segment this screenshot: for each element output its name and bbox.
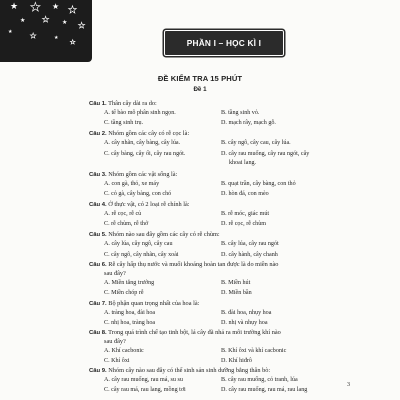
star-outline-icon: ★: [42, 15, 50, 24]
question-text: Trong quá trình chế tạo tinh bột, lá cây đã nhả ra môi trường khí nào: [106, 329, 281, 336]
answer-option: B. rễ móc, giác mút: [221, 211, 270, 217]
answer-option: C. Miền chóp rễ: [104, 290, 144, 296]
question-label: Câu 2.: [89, 131, 107, 137]
answer-option: D. hòn đá, con mèo: [221, 191, 269, 197]
answer-option: C. cây rau má, rau lang, mồng tơi: [104, 387, 186, 393]
question-label: Câu 6.: [89, 262, 107, 268]
question-5: [89, 231, 220, 239]
star-outline-icon: ★: [70, 39, 76, 46]
answer-option: B. Miền hút: [221, 280, 251, 286]
answer-option: D. nhị và nhụy hoa: [221, 320, 268, 326]
question-text: Nhóm cây nào sau đây có thể sinh sản sinh dưỡng bằng thân bò:: [106, 367, 271, 374]
answer-option: C. nhị hoa, tràng hoa: [104, 320, 156, 326]
answer-option: D. Miền bần: [221, 290, 252, 296]
answer-option: C. cây bàng, cây ổi, cây rau ngót.: [104, 151, 186, 157]
section-banner-text: PHẦN I – HỌC KÌ I: [186, 38, 262, 48]
question-text: Nhóm gồm các vật sống là:: [106, 171, 178, 178]
question-text: Ở thực vật, có 2 loại rễ chính là:: [106, 201, 190, 208]
question-9: [89, 367, 270, 375]
question-text-continued: sau đây?: [104, 338, 126, 345]
question-text: Nhóm nào sau đây gồm các cây có rễ chùm:: [106, 231, 220, 238]
star-icon: ★: [54, 35, 59, 41]
answer-option: A. rễ cọc, rễ củ: [104, 211, 142, 217]
answer-option: C. tầng sinh trụ.: [104, 120, 144, 126]
answer-option: D. mạch rây, mạch gỗ.: [221, 120, 276, 126]
star-icon: ★: [8, 29, 13, 35]
answer-option: C. cây ngô, cây nhãn, cây xoài: [104, 252, 179, 258]
question-label: Câu 1.: [89, 101, 107, 107]
answer-option: A. Khí cacbonic: [104, 348, 144, 354]
question-text: Nhóm gồm các cây có rễ cọc là:: [106, 130, 190, 137]
star-outline-icon: ★: [30, 32, 37, 40]
question-text: Bộ phận quan trọng nhất của hoa là:: [106, 300, 200, 307]
page-number: 3: [347, 382, 350, 388]
answer-option: A. Miền tăng trưởng: [104, 280, 155, 286]
answer-option: A. cây rau muống, rau má, su su: [104, 377, 183, 383]
question-7: [89, 300, 199, 308]
answer-option: B. cây lúa, cây rau ngót: [221, 241, 279, 247]
answer-option: C. rễ chùm, rễ thở: [104, 221, 149, 227]
answer-option: A. con gà, thỏ, xe máy: [104, 181, 160, 187]
answer-option: D. rễ cọc, rễ chùm: [221, 221, 267, 227]
answer-option: D. cây hành, cây chanh: [221, 252, 278, 258]
answer-option: A. cây lúa, cây ngô, cây cau: [104, 241, 173, 247]
star-icon: ★: [52, 2, 60, 11]
question-2: [89, 130, 189, 138]
answer-option: B. đài hoa, nhụy hoa: [221, 310, 272, 316]
answer-option: B. cây rau muống, cỏ tranh, lúa: [221, 377, 298, 383]
star-icon: ★: [20, 17, 26, 24]
answer-option: C. Khí ôxi: [104, 358, 130, 364]
section-banner: [164, 30, 284, 56]
question-1: [89, 100, 157, 108]
star-icon: ★: [62, 19, 68, 26]
question-8: [89, 329, 281, 337]
answer-option: A. tràng hoa, đài hoa: [104, 310, 156, 316]
answer-option: khoai lang.: [229, 160, 257, 166]
question-text: Rễ cây hấp thụ nước và muối khoáng hoàn tan được là do miền nào: [106, 261, 279, 268]
answer-option: B. quạt trần, cây bàng, con thỏ: [221, 181, 296, 187]
answer-option: C. cỏ gà, cây bàng, con chó: [104, 191, 172, 197]
question-text-continued: sau đây?: [104, 270, 126, 277]
corner-stars-decoration: [0, 0, 92, 62]
answer-option: A. tế bào mô phân sinh ngọn.: [104, 110, 176, 116]
question-label: Câu 9.: [89, 368, 107, 374]
question-text: Thân cây dài ra do:: [106, 100, 157, 107]
question-label: Câu 5.: [89, 232, 107, 238]
answer-option: A. cây nhãn, cây bàng, cây lúa.: [104, 140, 181, 146]
test-number: Đề 1: [193, 86, 207, 93]
answer-option: D. cây rau muống, cây rau ngót, cây: [221, 151, 310, 157]
star-outline-icon: ★: [30, 0, 41, 14]
test-title: ĐỀ KIỂM TRA 15 PHÚT: [157, 74, 243, 83]
question-label: Câu 7.: [89, 301, 107, 307]
answer-option: B. cây ngô, cây cau, cây lúa.: [221, 140, 291, 146]
question-6: [89, 261, 278, 269]
question-label: Câu 4.: [89, 202, 107, 208]
answer-option: D. Khí hiđrô: [221, 358, 252, 364]
answer-option: B. Khí ôxi và khí cacbonic: [221, 348, 287, 354]
answer-option: D. cây rau muống, rau má, rau lang: [221, 387, 308, 393]
question-label: Câu 8.: [89, 330, 107, 336]
star-outline-icon: ★: [68, 5, 77, 16]
question-4: [89, 201, 190, 209]
answer-option: B. tầng sinh vỏ.: [221, 110, 260, 116]
question-label: Câu 3.: [89, 172, 107, 178]
question-3: [89, 171, 177, 179]
star-outline-icon: ★: [78, 21, 86, 30]
star-icon: ★: [10, 2, 19, 12]
